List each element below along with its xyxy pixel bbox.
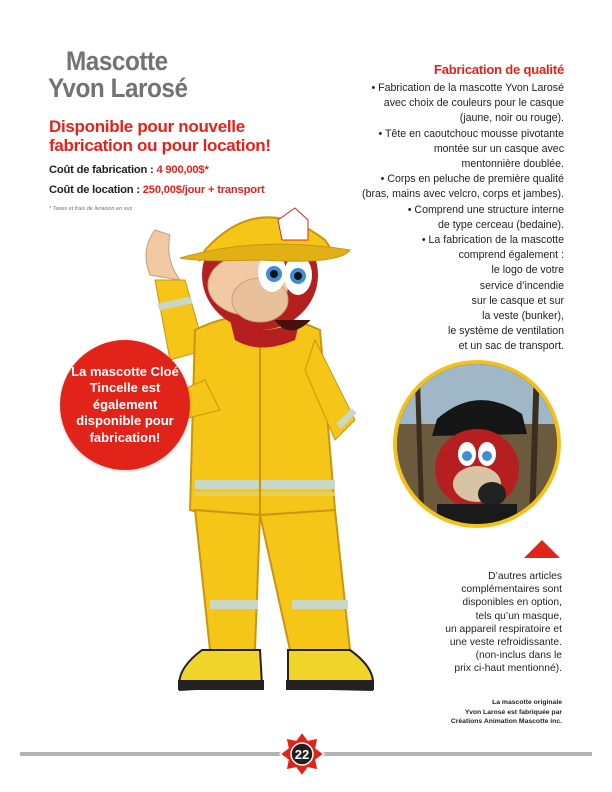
quality-item: • Fabrication de la mascotte Yvon Larosé avec choix de couleurs pour le casque (jaune, noir ou rouge). bbox=[371, 82, 564, 125]
quality-item: • Tête en caoutchouc mousse pivotante montée sur un casque avec mentonnière doublée. bbox=[378, 127, 564, 171]
title-line-1: Mascotte bbox=[66, 46, 168, 76]
mascot-photo bbox=[393, 360, 561, 528]
quality-heading: Fabrication de qualité bbox=[434, 62, 564, 77]
price-fabrication bbox=[49, 164, 209, 176]
subtitle: Disponible pour nouvelle fabrication ou pour location! bbox=[49, 117, 271, 155]
quality-item: • La fabrication de la mascotte comprend également : le logo de votre service d’incendie sur le casque et sur la veste (bunker), le système de ventilation et un sac de transport. bbox=[421, 234, 564, 353]
mascot-photo-image bbox=[397, 364, 557, 524]
price-fabrication-value: 4 900,00$* bbox=[156, 164, 209, 176]
extras-text: D’autres articles complémentaires sont disponibles en option, tels qu’un masque, un appareil respiratoire et une veste refroidissante. (non-inclus dans le prix ci-haut mentionné). bbox=[445, 571, 562, 675]
quality-item: • Comprend une structure interne de type cerceau (bedaine). bbox=[407, 203, 564, 231]
price-fabrication-label: Coût de fabrication : bbox=[49, 164, 157, 176]
page-number-badge bbox=[278, 730, 326, 778]
title-line-2: Yvon Larosé bbox=[48, 73, 188, 103]
triangle-pointer-icon bbox=[524, 540, 560, 558]
quality-item: • Corps en peluche de première qualité (bras, mains avec velcro, corps et jambes). bbox=[362, 173, 564, 201]
price-location-label: Coût de location : bbox=[49, 184, 143, 196]
page-title bbox=[48, 48, 188, 102]
footnote: * Taxes et frais de livraison en sus bbox=[49, 206, 133, 212]
price-location-value: 250,00$/jour + transport bbox=[142, 184, 265, 196]
page-number: 22 bbox=[294, 747, 310, 762]
credit-text: La mascotte originale Yvon Larosé est fabriquée par Créations Animation Mascotte inc. bbox=[450, 699, 562, 726]
cloe-tincelle-badge: La mascotte Cloé Tincelle est également disponible pour fabrication! bbox=[60, 340, 190, 470]
